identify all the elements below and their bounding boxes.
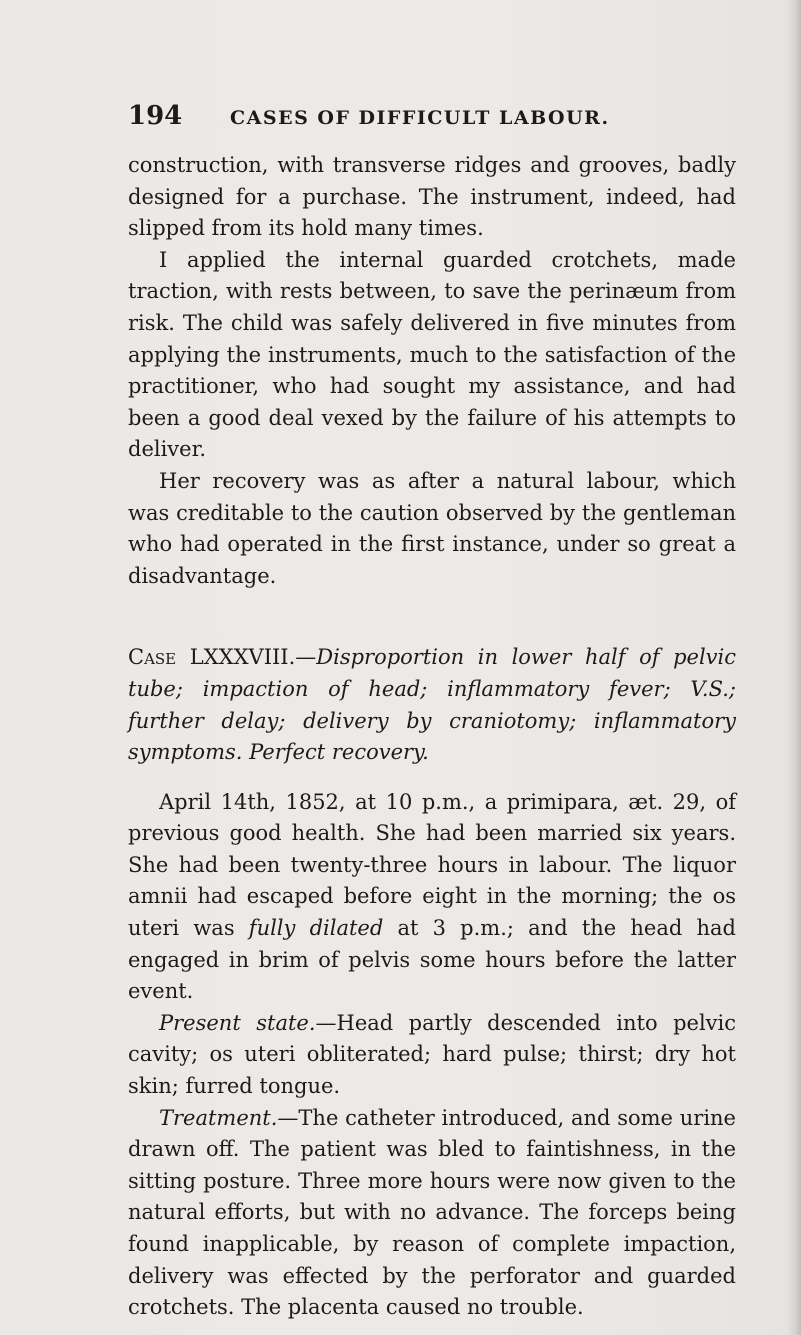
case-heading	[128, 642, 736, 768]
paragraph	[128, 787, 736, 1008]
present-state-label: Present state.	[159, 1010, 316, 1035]
case-text: —The catheter introduced, and some urine drawn off. The patient was bled to faintishness, in the sitting posture. Three more hours were now given to the natural efforts, but with no advance. The forceps being found inapplicable, by reason of complete impaction, delivery was effected by the perforator and guarded crotchets. The placenta caused no trouble.	[128, 1105, 736, 1320]
heading-gap	[128, 769, 736, 787]
section-gap	[128, 592, 736, 642]
case-title: —Disproportion in lower half of pelvic tube; impaction of head; inflammatory fever; V.S.; further delay; delivery by craniotomy; inflammatory symptoms. Perfect recovery.	[128, 645, 736, 765]
treatment-label: Treatment.	[159, 1105, 278, 1130]
body-text	[128, 150, 736, 1324]
paragraph	[128, 1103, 736, 1324]
case-label: Case	[128, 645, 177, 670]
case-text: at 3 p.m.; and the head had engaged in brim of pelvis some hours before the latter event.	[128, 916, 736, 1004]
paragraph-continuation: construction, with transverse ridges and grooves, badly designed for a purchase. The instrument, indeed, had slipped from its hold many times.	[128, 153, 736, 241]
page-edge-shadow	[787, 0, 801, 1335]
paragraph: I applied the internal guarded crotchets, made traction, with rests between, to save the perinæum from risk. The child was safely delivered in five minutes from applying the instruments, much to the satisfaction of the practitioner, who had sought my assistance, and had been a good deal vexed by the failure of his attempts to deliver.	[128, 247, 736, 462]
emphasis-text: fully dilated	[248, 916, 384, 941]
page-header	[128, 101, 728, 137]
paragraph	[128, 1008, 736, 1103]
page-number: 194	[128, 101, 183, 131]
case-text: —Head partly descended into pelvic cavity; os uteri obliterated; hard pulse; thirst; dry hot skin; furred tongue.	[128, 1010, 737, 1099]
case-text: April 14th, 1852, at 10 p.m., a primipara, æt. 29, of previous good health. She had been married six years. She had been twenty-three hours in labour. The liquor amnii had escaped before eight in the morning; the os uteri was	[128, 789, 736, 941]
paragraph: Her recovery was as after a natural labour, which was creditable to the caution observed by the gentleman who had operated in the first instance, under so great a disadvantage.	[128, 468, 736, 588]
case-number: LXXXVIII.	[189, 645, 296, 670]
running-head: CASES OF DIFFICULT LABOUR.	[230, 107, 610, 129]
